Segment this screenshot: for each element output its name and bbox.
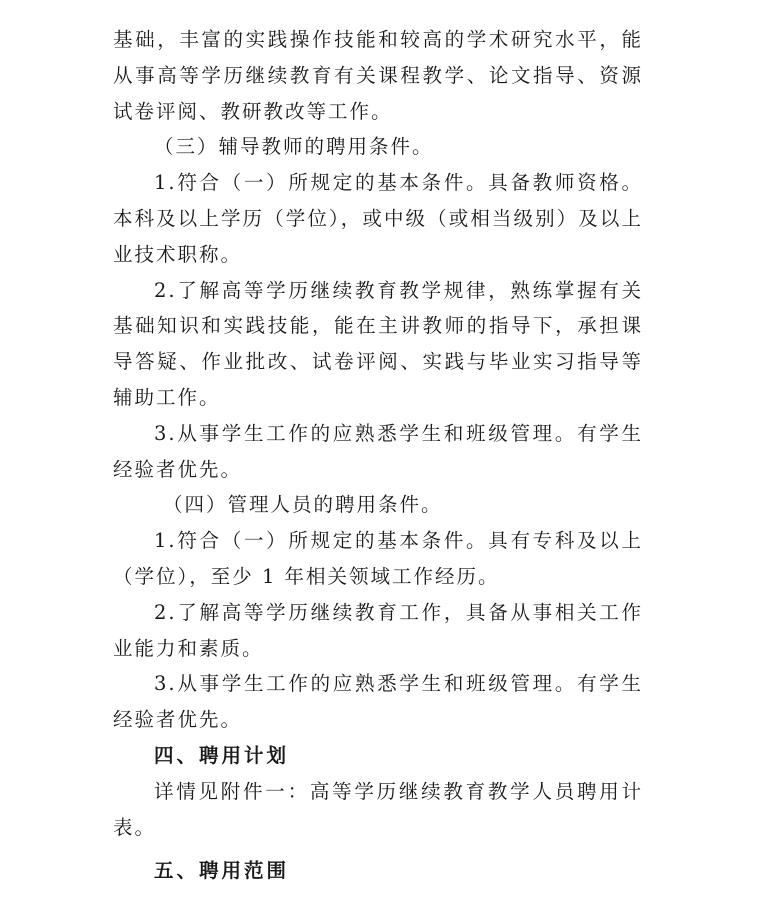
text-line: 2.了解高等学历继续教育工作，具备从事相关工作 xyxy=(154,600,643,624)
subsection-heading: （三）辅导教师的聘用条件。 xyxy=(154,135,434,159)
section-heading: 五、聘用范围 xyxy=(154,859,290,883)
text-line: 详情见附件一：高等学历继续教育教学人员聘用计 xyxy=(154,779,643,803)
text-line: 试卷评阅、教研教改等工作。 xyxy=(113,99,393,123)
text-line: 3.从事学生工作的应熟悉学生和班级管理。有学生 xyxy=(154,421,643,445)
document-page xyxy=(113,22,643,889)
section-heading: 四、聘用计划 xyxy=(154,743,290,767)
text-line: 2.了解高等学历继续教育教学规律，熟练掌握有关 xyxy=(154,278,643,302)
text-line: 从事高等学历继续教育有关课程教学、论文指导、资源 xyxy=(113,63,643,87)
text-line: 基础，丰富的实践操作技能和较高的学术研究水平，能 xyxy=(113,28,643,51)
text-line: 经验者优先。 xyxy=(113,708,243,732)
text-line: 业能力和素质。 xyxy=(113,636,264,660)
text-line: 经验者优先。 xyxy=(113,457,243,481)
subsection-heading: （四）管理人员的聘用条件。 xyxy=(163,493,443,517)
text-line: 本科及以上学历（学位），或中级（或相当级别）及以上 xyxy=(113,206,643,230)
text-line: 辅助工作。 xyxy=(113,385,221,409)
text-line: 导答疑、作业批改、试卷评阅、实践与毕业实习指导等 xyxy=(113,350,643,374)
text-line: （学位），至少 1 年相关领域工作经历。 xyxy=(113,564,500,588)
text-line: 业技术职称。 xyxy=(113,242,243,266)
text-line: 1.符合（一）所规定的基本条件。具备教师资格。 xyxy=(154,171,643,195)
text-line: 3.从事学生工作的应熟悉学生和班级管理。有学生 xyxy=(154,672,643,696)
text-line: 表。 xyxy=(113,815,157,839)
text-line: 基础知识和实践技能，能在主讲教师的指导下，承担课 xyxy=(113,314,643,338)
text-line: 1.符合（一）所规定的基本条件。具有专科及以上 xyxy=(154,529,643,553)
